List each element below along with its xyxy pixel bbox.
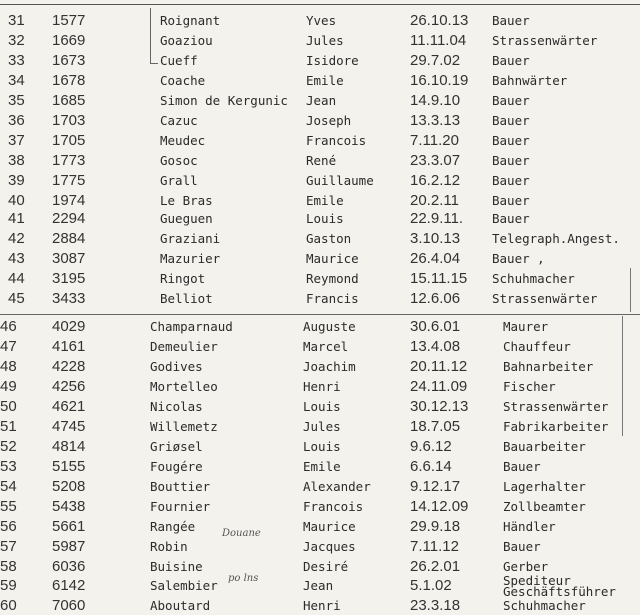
record-id: 5438	[52, 498, 86, 515]
surname: Fougére	[150, 459, 203, 474]
table-row	[0, 192, 640, 210]
first-name: Jules	[306, 33, 344, 48]
record-id: 7060	[52, 597, 86, 614]
birth-date: 7.11.12	[410, 538, 459, 555]
first-name: Yves	[306, 13, 337, 28]
birth-date: 7.11.20	[410, 132, 459, 149]
table-row	[0, 210, 640, 228]
birth-date: 20.11.12	[410, 358, 468, 375]
row-number: 43	[8, 250, 25, 267]
row-number: 31	[8, 12, 25, 29]
first-name: Emile	[303, 459, 341, 474]
row-number: 41	[8, 210, 25, 227]
surname: Godives	[150, 359, 203, 374]
row-number: 33	[8, 52, 25, 69]
record-id: 5661	[52, 518, 86, 535]
occupation: Chauffeur	[503, 339, 571, 354]
occupation: Bauer	[492, 133, 530, 148]
first-name: Henri	[303, 598, 341, 613]
occupation: Bauer	[492, 53, 530, 68]
surname: Simon de Kergunic	[160, 93, 288, 108]
row-number: 52	[0, 438, 17, 455]
birth-date: 30.6.01	[410, 318, 461, 335]
birth-date: 14.9.10	[410, 92, 461, 109]
first-name: Guillaume	[306, 173, 374, 188]
table-row	[0, 398, 640, 416]
first-name: Emile	[306, 73, 344, 88]
surname: Champarnaud	[150, 319, 233, 334]
row-number: 32	[8, 32, 25, 49]
row-number: 58	[0, 558, 17, 575]
row-number: 36	[8, 112, 25, 129]
margin-note-salembier: po lns	[228, 573, 259, 584]
surname: Grall	[160, 173, 198, 188]
first-name: Gaston	[306, 231, 352, 246]
record-id: 6142	[52, 577, 86, 594]
occupation: Bauer	[492, 211, 530, 226]
record-id: 5987	[52, 538, 86, 555]
surname: Graziani	[160, 231, 221, 246]
first-name: Maurice	[303, 519, 356, 534]
occupation: Bauer	[492, 153, 530, 168]
table-row	[0, 318, 640, 336]
occupation: Lagerhalter	[503, 479, 586, 494]
occupation: Händler	[503, 519, 556, 534]
table-row	[0, 358, 640, 376]
surname: Griøsel	[150, 439, 203, 454]
top-rule	[0, 4, 640, 5]
birth-date: 5.1.02	[410, 577, 452, 594]
surname: Gueguen	[160, 211, 213, 226]
occupation: Maurer	[503, 319, 549, 334]
birth-date: 20.2.11	[410, 192, 459, 209]
surname: Cazuc	[160, 113, 198, 128]
record-id: 3087	[52, 250, 86, 267]
record-id: 4814	[52, 438, 86, 455]
first-name: Maurice	[306, 251, 359, 266]
surname: Salembier	[150, 578, 218, 593]
record-id: 4745	[52, 418, 86, 435]
row-number: 37	[8, 132, 25, 149]
first-name: Louis	[303, 439, 341, 454]
row-number: 42	[8, 230, 25, 247]
occupation: Fischer	[503, 379, 556, 394]
record-id: 1773	[52, 152, 86, 169]
occupation: Schuhmacher	[492, 271, 575, 286]
table-row	[0, 112, 640, 130]
record-id: 6036	[52, 558, 86, 575]
record-id: 2294	[52, 210, 86, 227]
table-row	[0, 32, 640, 50]
table-row	[0, 52, 640, 70]
occupation: Bauer	[492, 13, 530, 28]
surname: Demeulier	[150, 339, 218, 354]
occupation: Schuhmacher	[503, 598, 586, 613]
surname: Cueff	[160, 53, 198, 68]
table-row	[0, 597, 640, 615]
table-row	[0, 230, 640, 248]
table-row	[0, 498, 640, 516]
row-number: 47	[0, 338, 17, 355]
row-number: 53	[0, 458, 17, 475]
row-number: 50	[0, 398, 17, 415]
table-row	[0, 573, 640, 599]
table-row	[0, 250, 640, 268]
record-id: 4621	[52, 398, 86, 415]
surname: Le Bras	[160, 193, 213, 208]
surname: Nicolas	[150, 399, 203, 414]
birth-date: 16.2.12	[410, 172, 461, 189]
row-number: 54	[0, 478, 17, 495]
row-number: 39	[8, 172, 25, 189]
birth-date: 9.12.17	[410, 478, 461, 495]
row-number: 48	[0, 358, 17, 375]
record-id: 3195	[52, 270, 86, 287]
table-row	[0, 172, 640, 190]
first-name: Desiré	[303, 559, 349, 574]
table-row	[0, 458, 640, 476]
row-number: 38	[8, 152, 25, 169]
occupation: Zollbeamter	[503, 499, 586, 514]
occupation: Telegraph.Angest.	[492, 231, 620, 246]
first-name: Francois	[306, 133, 367, 148]
surname: Mortelleo	[150, 379, 218, 394]
first-name: Jean	[306, 93, 337, 108]
first-name: Joseph	[306, 113, 352, 128]
record-id: 1577	[52, 12, 86, 29]
row-number: 59	[0, 577, 17, 594]
birth-date: 23.3.18	[410, 597, 461, 614]
surname: Roignant	[160, 13, 221, 28]
record-id: 1678	[52, 72, 86, 89]
first-name: Jacques	[303, 539, 356, 554]
table-row	[0, 418, 640, 436]
record-id: 5208	[52, 478, 86, 495]
birth-date: 26.2.01	[410, 558, 461, 575]
record-id: 1703	[52, 112, 86, 129]
birth-date: 12.6.06	[410, 290, 461, 307]
table-row	[0, 270, 640, 288]
surname: Meudec	[160, 133, 206, 148]
record-id: 1974	[52, 192, 86, 209]
occupation: Bauer	[492, 113, 530, 128]
record-id: 4228	[52, 358, 86, 375]
birth-date: 30.12.13	[410, 398, 469, 415]
surname: Buisine	[150, 559, 203, 574]
row-number: 46	[0, 318, 17, 335]
row-number: 56	[0, 518, 17, 535]
record-id: 1673	[52, 52, 86, 69]
birth-date: 13.3.13	[410, 112, 461, 129]
row-number: 49	[0, 378, 17, 395]
record-id: 4256	[52, 378, 86, 395]
row-number: 35	[8, 92, 25, 109]
table-row	[0, 72, 640, 90]
table-row	[0, 132, 640, 150]
occupation: Bauer	[503, 459, 541, 474]
birth-date: 29.9.18	[410, 518, 461, 535]
first-name: Reymond	[306, 271, 359, 286]
margin-note-douane: Douane	[222, 528, 261, 539]
birth-date: 18.7.05	[410, 418, 461, 435]
surname: Mazurier	[160, 251, 221, 266]
row-number: 57	[0, 538, 17, 555]
occupation: Strassenwärter	[503, 399, 609, 414]
surname: Ringot	[160, 271, 206, 286]
birth-date: 23.3.07	[410, 152, 461, 169]
birth-date: 22.9.11.	[410, 210, 464, 227]
first-name: Marcel	[303, 339, 349, 354]
occupation: Bahnarbeiter	[503, 359, 594, 374]
first-name: Francis	[306, 291, 359, 306]
table-row	[0, 478, 640, 496]
row-number: 60	[0, 597, 17, 614]
birth-date: 11.11.04	[410, 32, 467, 49]
birth-date: 3.10.13	[410, 230, 461, 247]
table-row	[0, 290, 640, 308]
first-name: Emile	[306, 193, 344, 208]
record-id: 3433	[52, 290, 86, 307]
occupation: Bauer	[492, 173, 530, 188]
first-name: Louis	[303, 399, 341, 414]
surname: Coache	[160, 73, 206, 88]
first-name: Joachim	[303, 359, 356, 374]
first-name: Jean	[303, 578, 334, 593]
first-name: Auguste	[303, 319, 356, 334]
record-id: 4029	[52, 318, 86, 335]
surname: Bouttier	[150, 479, 211, 494]
table-row	[0, 152, 640, 170]
occupation: Bauer	[492, 93, 530, 108]
birth-date: 14.12.09	[410, 498, 469, 515]
record-id: 1669	[52, 32, 86, 49]
row-number: 45	[8, 290, 25, 307]
birth-date: 29.7.02	[410, 52, 461, 69]
first-name: Jules	[303, 419, 341, 434]
surname: Robin	[150, 539, 188, 554]
table-row	[0, 338, 640, 356]
surname: Aboutard	[150, 598, 211, 613]
record-id: 2884	[52, 230, 86, 247]
row-number: 55	[0, 498, 17, 515]
table-row	[0, 92, 640, 110]
table-row	[0, 518, 640, 536]
table-row	[0, 378, 640, 396]
occupation: Bauer	[503, 539, 541, 554]
occupation: Spediteur Geschäftsführer	[503, 573, 616, 599]
birth-date: 26.10.13	[410, 12, 469, 29]
row-number: 51	[0, 418, 17, 435]
row-number: 44	[8, 270, 25, 287]
occupation: Bahnwärter	[492, 73, 568, 88]
birth-date: 16.10.19	[410, 72, 469, 89]
surname: Rangée	[150, 519, 196, 534]
record-id: 1705	[52, 132, 86, 149]
record-id: 1775	[52, 172, 86, 189]
occupation: Bauer	[492, 193, 530, 208]
occupation: Gerber	[503, 559, 549, 574]
surname: Goaziou	[160, 33, 213, 48]
surname: Belliot	[160, 291, 213, 306]
occupation: Bauarbeiter	[503, 439, 586, 454]
birth-date: 24.11.09	[410, 378, 468, 395]
birth-date: 15.11.15	[410, 270, 468, 287]
first-name: Henri	[303, 379, 341, 394]
occupation: Strassenwärter	[492, 291, 598, 306]
first-name: René	[306, 153, 337, 168]
surname: Fournier	[150, 499, 211, 514]
table-row	[0, 538, 640, 556]
occupation: Bauer ,	[492, 251, 545, 266]
first-name: Louis	[306, 211, 344, 226]
record-id: 4161	[52, 338, 86, 355]
record-id: 5155	[52, 458, 86, 475]
table-row	[0, 438, 640, 456]
surname: Willemetz	[150, 419, 218, 434]
surname: Gosoc	[160, 153, 198, 168]
first-name: Francois	[303, 499, 364, 514]
first-name: Isidore	[306, 53, 359, 68]
row-number: 40	[8, 192, 25, 209]
row-number: 34	[8, 72, 25, 89]
occupation: Fabrikarbeiter	[503, 419, 609, 434]
birth-date: 13.4.08	[410, 338, 461, 355]
table-row	[0, 12, 640, 30]
birth-date: 26.4.04	[410, 250, 461, 267]
birth-date: 9.6.12	[410, 438, 452, 455]
occupation: Strassenwärter	[492, 33, 598, 48]
birth-date: 6.6.14	[410, 458, 452, 475]
first-name: Alexander	[303, 479, 371, 494]
record-id: 1685	[52, 92, 86, 109]
section-divider	[0, 314, 640, 315]
